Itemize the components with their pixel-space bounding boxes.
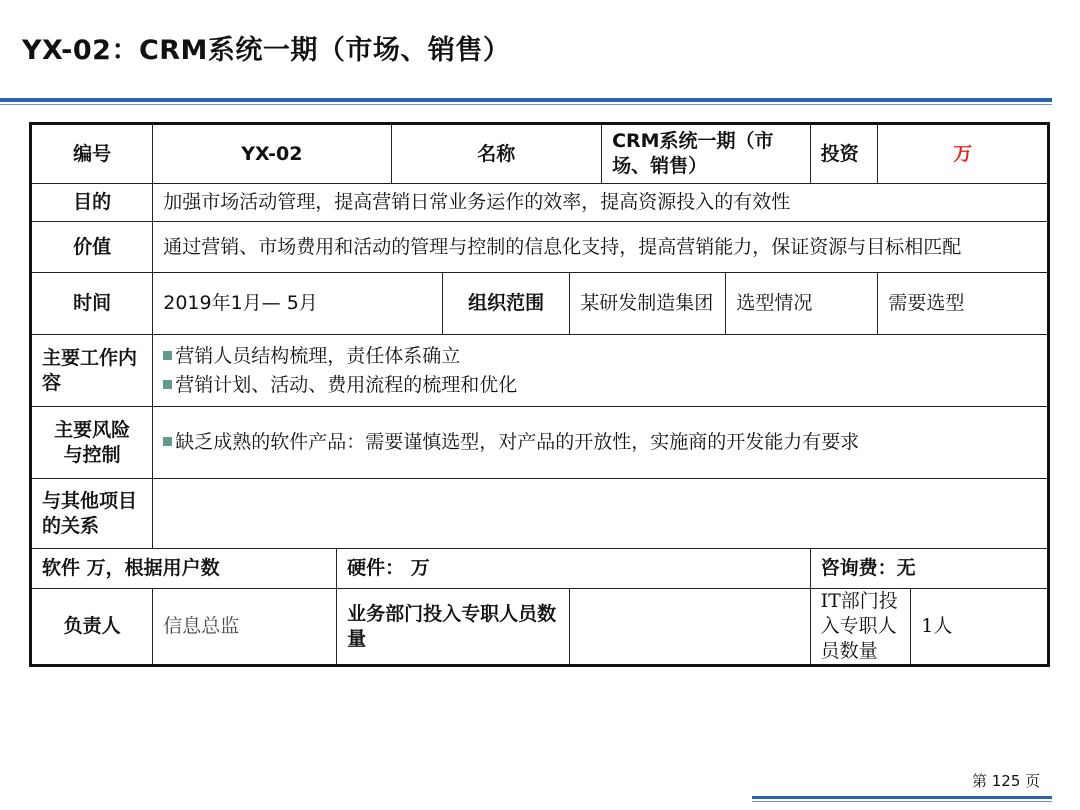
label-relation: 与其他项目的关系 — [31, 479, 153, 549]
value-consult: 咨询费：无 — [810, 549, 1048, 589]
label-it-staff: IT部门投入专职人员数量 — [810, 589, 911, 666]
label-biz-staff: 业务部门投入专职人员数量 — [337, 589, 570, 666]
label-selection: 选型情况 — [726, 273, 878, 335]
value-time: 2019年1月— 5月 — [153, 273, 443, 335]
bullet-icon — [163, 437, 172, 446]
label-risk: 主要风险与控制 — [31, 407, 153, 479]
main-work-item: 营销人员结构梳理，责任体系确立 — [163, 344, 1037, 369]
value-it-staff: 1人 — [911, 589, 1049, 666]
label-invest: 投资 — [810, 124, 878, 184]
value-purpose: 加强市场活动管理，提高营销日常业务运作的效率，提高资源投入的有效性 — [153, 184, 1049, 222]
label-id: 编号 — [31, 124, 153, 184]
label-name: 名称 — [391, 124, 602, 184]
page-number: 第 125 页 — [972, 772, 1041, 790]
bullet-icon — [163, 351, 172, 360]
bullet-icon — [163, 380, 172, 389]
row-time — [31, 273, 1049, 335]
page-title: YX-02：CRM系统一期（市场、销售） — [22, 35, 511, 66]
value-software: 软件 万，根据用户数 — [31, 549, 337, 589]
label-value: 价值 — [31, 222, 153, 273]
value-value: 通过营销、市场费用和活动的管理与控制的信息化支持，提高营销能力，保证资源与目标相匹配 — [153, 222, 1049, 273]
value-id: YX-02 — [153, 124, 391, 184]
title-rule-thin — [0, 104, 1052, 105]
label-purpose: 目的 — [31, 184, 153, 222]
row-value — [31, 222, 1049, 273]
footer-rule-thin — [752, 801, 1052, 802]
project-sheet — [29, 122, 1050, 667]
label-time: 时间 — [31, 273, 153, 335]
value-relation — [153, 479, 1049, 549]
value-selection: 需要选型 — [878, 273, 1049, 335]
value-risk: 缺乏成熟的软件产品：需要谨慎选型，对产品的开放性，实施商的开发能力有要求 — [153, 407, 1049, 479]
value-owner: 信息总监 — [153, 589, 337, 666]
row-relation — [31, 479, 1049, 549]
value-invest: 万 — [878, 124, 1049, 184]
value-main-work — [153, 335, 1049, 407]
value-org-scope: 某研发制造集团 — [570, 273, 726, 335]
label-owner: 负责人 — [31, 589, 153, 666]
value-biz-staff — [570, 589, 810, 666]
row-owner — [31, 589, 1049, 666]
value-name: CRM系统一期（市场、销售） — [602, 124, 811, 184]
row-purpose — [31, 184, 1049, 222]
label-org-scope: 组织范围 — [442, 273, 569, 335]
row-main-work — [31, 335, 1049, 407]
title-rule — [0, 98, 1052, 102]
main-work-item: 营销计划、活动、费用流程的梳理和优化 — [163, 373, 1037, 398]
footer-rule — [752, 796, 1052, 799]
label-main-work: 主要工作内容 — [31, 335, 153, 407]
row-id — [31, 124, 1049, 184]
row-risk — [31, 407, 1049, 479]
row-cost — [31, 549, 1049, 589]
value-hardware: 硬件： 万 — [337, 549, 811, 589]
